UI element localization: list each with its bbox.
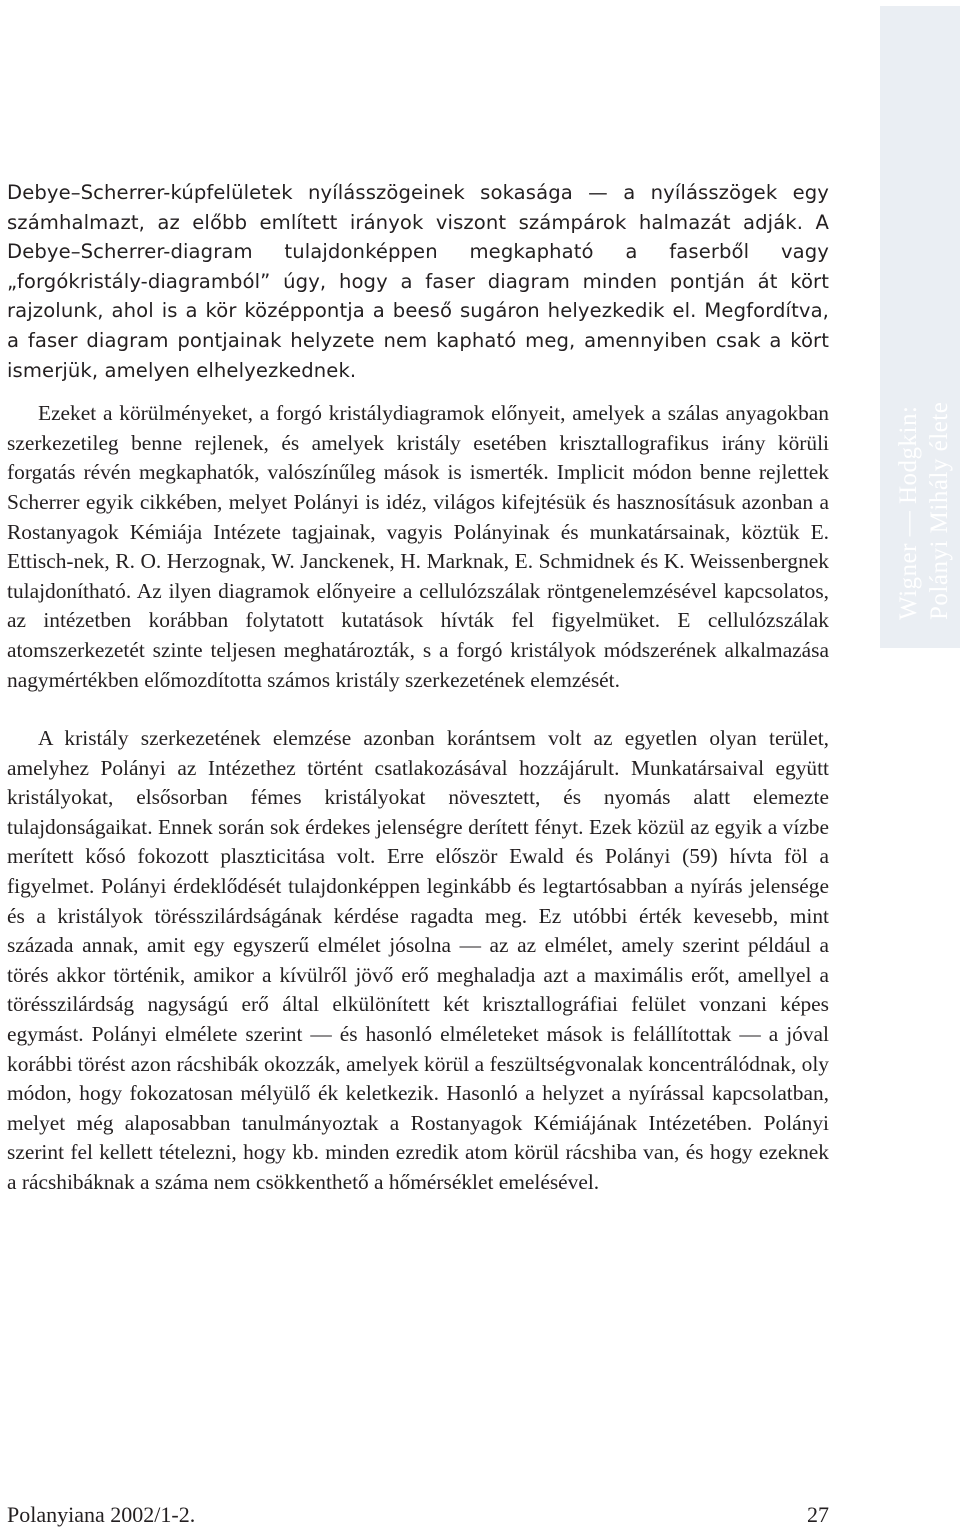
side-tab-line-1: Wigner — Hodgkin: — [895, 405, 922, 620]
paragraph-2: Ezeket a körülményeket, a forgó kristálydiagramok előnyeit, amelyek a szálas anyagokban szerkezetileg benne rejlenek, és amelyek kristály esetében krisztallografikus irány körüli forgatás révén megkaphatók, valószínűleg mások is ismerték. Implicit módon benne rejlettek Scherrer egyik cikkében, melyet Polányi is idéz, világos kifejtésük és hasznosításuk azonban a Rostanyagok Kémiája Intézete tagjainak, vagyis Polányinak és munkatársainak, köztük E. Ettisch-nek, R. O. Herzognak, W. Janckenek, H. Marknak, E. Schmidnek és K. Weissenbergnek tulajdonítható. Az ilyen diagramok előnyeire a cellulózszálak röntgenelemzésével kapcsolatos, az intézetben korábban folytatott kutatások hívták fel figyelmüket. E cellulózszálak atomszerkezetét szinte teljesen meghatározták, s a forgó kristályok módszerének alkalmazása nagymértékben előmozdította számos kristály szerkezetének elemzését. — [7, 401, 829, 692]
journal-title: Polanyiana 2002/1-2. — [7, 1502, 196, 1527]
paragraph-1: Debye–Scherrer-kúpfelületek nyílásszögeinek sokasága — a nyílásszögek egy számhalmazt, az előbb említett irányok viszont számpárok halmazát adják. A Debye–Scherrer-diagram tulajdonképpen megkapható a faserből vagy „forgókristály-diagramból” úgy, hogy a faser diagram minden pontján át kört rajzolunk, ahol is a kör középpontja a beeső sugáron helyezkedik el. Megfordítva, a faser diagram pontjainak helyzete nem kapható meg, amennyiben csak a kört ismerjük, amelyen elhelyezkednek. — [7, 181, 829, 382]
paragraph-3: A kristály szerkezetének elemzése azonban korántsem volt az egyetlen olyan terület, amelyhez Polányi az Intézethez történt csatlakozásával hozzájárult. Munkatársaival együtt kristályokat, elsősorban fémes kristályokat növesztett, és nyomás alatt elemezte tulajdonságaikat. Ennek során sok érdekes jelenségre derített fényt. Ezek közül az egyik a vízbe merített kősó fokozott plaszticitása volt. Erre először Ewald és Polányi (59) hívta föl a figyelmet. Polányi érdeklődését tulajdonképpen leginkább és legtartósabban a nyírás jelensége és a kristályok törésszilárdságának kérdése ragadta meg. Ez utóbbi érték kevesebb, mint százada annak, amit egy egyszerű elmélet jósolna — az az elmélet, amely szerint például a törés akkor történik, amikor a kívülről jövő erő meghaladja azt a maximális erőt, amellyel a törésszilárdság nagyságú erő által elkülönített két krisztallográfiai felület vonzani képes egymást. Polányi elmélete szerint — és hasonló elméleteket mások is felállítottak — a jóval korábbi törést azon rácshibák okozzák, amelyek körül a feszültségvonalak koncentrálódnak, oly módon, hogy fokozatosan mélyülő ék keletkezik. Hasonló a helyzet a nyírással kapcsolatban, melyet még alaposabban tanulmányoztak a Rostanyagok Kémiájának Intézetében. Polányi szerint fel kellett tételezni, hogy kb. minden ezredik atom körül rácshiba van, és hogy ezeknek a rácshibáknak a száma nem csökkenthető a hőmérséklet emelésével. — [7, 726, 829, 1194]
side-tab-line-2: Polányi Mihály élete — [926, 401, 953, 620]
page-number: 27 — [807, 1502, 829, 1527]
side-tab-label — [893, 20, 955, 620]
body-text — [7, 178, 829, 1198]
